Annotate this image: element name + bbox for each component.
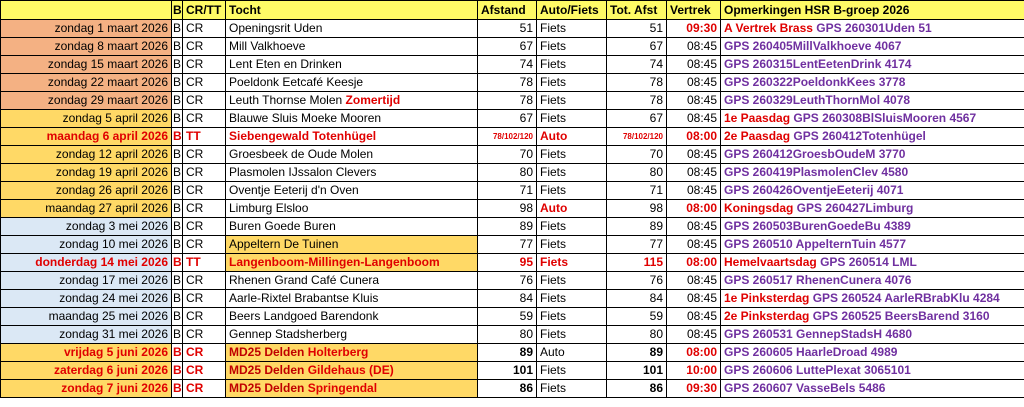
group-cell: B bbox=[172, 38, 183, 56]
afstand-cell: 101 bbox=[478, 362, 537, 380]
type-cell: CR bbox=[183, 110, 226, 128]
date-cell: maandag 27 april 2026 bbox=[1, 200, 172, 218]
type-cell: CR bbox=[183, 272, 226, 290]
table-row bbox=[1, 182, 1024, 200]
date-cell: zondag 10 mei 2026 bbox=[1, 236, 172, 254]
afstand-cell: 89 bbox=[478, 344, 537, 362]
vervoer-cell: Fiets bbox=[537, 236, 607, 254]
total-cell: 67 bbox=[607, 110, 667, 128]
header-opmerkingen: Opmerkingen HSR B-groep 2026 bbox=[721, 1, 1024, 20]
table-row bbox=[1, 164, 1024, 182]
holiday-note: Koningsdag bbox=[724, 201, 794, 215]
group-cell: B bbox=[172, 218, 183, 236]
tocht-name: Lent Eten en Drinken bbox=[229, 57, 342, 71]
opmerking-cell bbox=[721, 380, 1024, 398]
gps-code: GPS 260315LentEetenDrink 4174 bbox=[724, 57, 912, 71]
tocht-cell bbox=[226, 362, 478, 380]
vertrek-cell: 08:45 bbox=[667, 272, 721, 290]
holiday-note: 2e Pinksterdag bbox=[724, 309, 810, 323]
vervoer-cell: Fiets bbox=[537, 272, 607, 290]
date-cell: maandag 25 mei 2026 bbox=[1, 308, 172, 326]
date-cell: zondag 17 mei 2026 bbox=[1, 272, 172, 290]
date-cell: zondag 31 mei 2026 bbox=[1, 326, 172, 344]
vervoer-cell: Fiets bbox=[537, 254, 607, 272]
total-cell: 74 bbox=[607, 56, 667, 74]
table-row bbox=[1, 272, 1024, 290]
gps-code: GPS 260514 LML bbox=[820, 255, 917, 269]
vertrek-cell: 08:45 bbox=[667, 74, 721, 92]
table-row bbox=[1, 74, 1024, 92]
total-cell: 78 bbox=[607, 92, 667, 110]
tocht-name: Beers Landgoed Barendonk bbox=[229, 309, 379, 323]
header-date bbox=[1, 1, 172, 20]
vertrek-cell: 08:45 bbox=[667, 236, 721, 254]
vervoer-cell: Fiets bbox=[537, 20, 607, 38]
tocht-name: Limburg Elsloo bbox=[229, 201, 309, 215]
gps-code: GPS 260412GroesbOudeM 3770 bbox=[724, 147, 906, 161]
date-cell: zaterdag 6 juni 2026 bbox=[1, 362, 172, 380]
opmerking-cell bbox=[721, 164, 1024, 182]
tocht-name: Rhenen Grand Café Cunera bbox=[229, 273, 380, 287]
group-cell: B bbox=[172, 236, 183, 254]
vertrek-cell: 08:00 bbox=[667, 128, 721, 146]
table-row bbox=[1, 344, 1024, 362]
header-total: Tot. Afst bbox=[607, 1, 667, 20]
vervoer-cell: Fiets bbox=[537, 74, 607, 92]
tocht-cell bbox=[226, 236, 478, 254]
afstand-cell: 78 bbox=[478, 74, 537, 92]
tocht-name: Oventje Eeterij d'n Oven bbox=[229, 183, 359, 197]
date-cell: vrijdag 5 juni 2026 bbox=[1, 344, 172, 362]
opmerking-cell bbox=[721, 56, 1024, 74]
type-cell: CR bbox=[183, 344, 226, 362]
date-cell: donderdag 14 mei 2026 bbox=[1, 254, 172, 272]
table-row bbox=[1, 290, 1024, 308]
type-cell: CR bbox=[183, 308, 226, 326]
tocht-name: Langenboom-Millingen-Langenboom bbox=[229, 255, 440, 269]
afstand-cell: 89 bbox=[478, 218, 537, 236]
gps-code: GPS 260525 BeersBarend 3160 bbox=[812, 309, 990, 323]
date-cell: zondag 3 mei 2026 bbox=[1, 218, 172, 236]
vertrek-cell: 08:45 bbox=[667, 308, 721, 326]
tocht-name: Openingsrit Uden bbox=[229, 21, 323, 35]
vertrek-cell: 08:00 bbox=[667, 200, 721, 218]
table-row bbox=[1, 128, 1024, 146]
opmerking-cell bbox=[721, 344, 1024, 362]
tocht-extra: Holterberg bbox=[307, 345, 369, 359]
tocht-extra: Zomertijd bbox=[345, 93, 401, 107]
afstand-cell: 76 bbox=[478, 272, 537, 290]
tocht-name: Groesbeek de Oude Molen bbox=[229, 147, 374, 161]
vervoer-cell: Auto bbox=[537, 128, 607, 146]
vervoer-cell: Fiets bbox=[537, 56, 607, 74]
vervoer-cell: Fiets bbox=[537, 218, 607, 236]
tocht-cell bbox=[226, 56, 478, 74]
table-row bbox=[1, 92, 1024, 110]
tocht-cell bbox=[226, 110, 478, 128]
vervoer-cell: Fiets bbox=[537, 92, 607, 110]
tocht-cell bbox=[226, 308, 478, 326]
tocht-name: MD25 Delden bbox=[229, 363, 305, 377]
group-cell: B bbox=[172, 326, 183, 344]
total-cell: 80 bbox=[607, 326, 667, 344]
afstand-cell: 67 bbox=[478, 38, 537, 56]
afstand-cell: 78/102/120 bbox=[478, 128, 537, 146]
group-cell: B bbox=[172, 56, 183, 74]
vervoer-cell: Fiets bbox=[537, 110, 607, 128]
opmerking-cell bbox=[721, 38, 1024, 56]
gps-code: GPS 260412Totenhügel bbox=[793, 129, 926, 143]
tocht-cell bbox=[226, 218, 478, 236]
header-group: B bbox=[172, 1, 183, 20]
vertrek-cell: 08:45 bbox=[667, 56, 721, 74]
gps-code: GPS 260517 RhenenCunera 4076 bbox=[724, 273, 912, 287]
holiday-note: Hemelvaartsdag bbox=[724, 255, 817, 269]
total-cell: 76 bbox=[607, 272, 667, 290]
gps-code: GPS 260308BlSluisMooren 4567 bbox=[793, 111, 977, 125]
gps-code: GPS 260524 AarleRBrabKlu 4284 bbox=[812, 291, 1000, 305]
type-cell: CR bbox=[183, 164, 226, 182]
tocht-name: Mill Valkhoeve bbox=[229, 39, 306, 53]
opmerking-cell bbox=[721, 362, 1024, 380]
date-cell: zondag 24 mei 2026 bbox=[1, 290, 172, 308]
vervoer-cell: Fiets bbox=[537, 164, 607, 182]
header-tocht: Tocht bbox=[226, 1, 478, 20]
gps-code: GPS 260503BurenGoedeBu 4389 bbox=[724, 219, 911, 233]
vertrek-cell: 08:45 bbox=[667, 326, 721, 344]
table-row bbox=[1, 38, 1024, 56]
table-row bbox=[1, 236, 1024, 254]
vertrek-cell: 10:00 bbox=[667, 362, 721, 380]
group-cell: B bbox=[172, 110, 183, 128]
date-cell: zondag 12 april 2026 bbox=[1, 146, 172, 164]
total-cell: 59 bbox=[607, 308, 667, 326]
vervoer-cell: Fiets bbox=[537, 38, 607, 56]
opmerking-cell bbox=[721, 146, 1024, 164]
tocht-name: Siebengewald Totenhügel bbox=[229, 129, 377, 143]
vervoer-cell: Fiets bbox=[537, 146, 607, 164]
group-cell: B bbox=[172, 344, 183, 362]
total-cell: 78 bbox=[607, 74, 667, 92]
table-row bbox=[1, 254, 1024, 272]
total-cell: 89 bbox=[607, 344, 667, 362]
date-cell: zondag 8 maart 2026 bbox=[1, 38, 172, 56]
total-cell: 67 bbox=[607, 38, 667, 56]
gps-code: GPS 260301Uden 51 bbox=[816, 21, 932, 35]
tocht-cell bbox=[226, 254, 478, 272]
opmerking-cell bbox=[721, 20, 1024, 38]
date-cell: zondag 5 april 2026 bbox=[1, 110, 172, 128]
tocht-name: Buren Goede Buren bbox=[229, 219, 336, 233]
type-cell: CR bbox=[183, 326, 226, 344]
opmerking-cell bbox=[721, 218, 1024, 236]
header-afstand: Afstand bbox=[478, 1, 537, 20]
group-cell: B bbox=[172, 380, 183, 398]
tocht-name: Appeltern De Tuinen bbox=[229, 237, 339, 251]
opmerking-cell bbox=[721, 200, 1024, 218]
vertrek-cell: 08:45 bbox=[667, 164, 721, 182]
tocht-name: Blauwe Sluis Moeke Mooren bbox=[229, 111, 382, 125]
date-cell: zondag 22 maart 2026 bbox=[1, 74, 172, 92]
vertrek-cell: 08:45 bbox=[667, 92, 721, 110]
tocht-cell bbox=[226, 146, 478, 164]
type-cell: TT bbox=[183, 128, 226, 146]
table-row bbox=[1, 200, 1024, 218]
opmerking-cell bbox=[721, 290, 1024, 308]
vervoer-cell: Fiets bbox=[537, 182, 607, 200]
gps-code: GPS 260606 LuttePlexat 3065101 bbox=[724, 363, 911, 377]
afstand-cell: 86 bbox=[478, 380, 537, 398]
tocht-cell bbox=[226, 290, 478, 308]
table-row bbox=[1, 20, 1024, 38]
vervoer-cell: Auto bbox=[537, 344, 607, 362]
group-cell: B bbox=[172, 146, 183, 164]
afstand-cell: 51 bbox=[478, 20, 537, 38]
vertrek-cell: 08:45 bbox=[667, 182, 721, 200]
gps-code: GPS 260426OventjeEeterij 4071 bbox=[724, 183, 904, 197]
tocht-cell bbox=[226, 38, 478, 56]
total-cell: 77 bbox=[607, 236, 667, 254]
tocht-extra: Gildehaus (DE) bbox=[307, 363, 394, 377]
gps-code: GPS 260510 AppelternTuin 4577 bbox=[724, 237, 907, 251]
tocht-cell bbox=[226, 92, 478, 110]
tocht-cell bbox=[226, 164, 478, 182]
total-cell: 78/102/120 bbox=[607, 128, 667, 146]
tocht-cell bbox=[226, 200, 478, 218]
group-cell: B bbox=[172, 308, 183, 326]
afstand-cell: 98 bbox=[478, 200, 537, 218]
afstand-cell: 59 bbox=[478, 308, 537, 326]
gps-code: GPS 260427Limburg bbox=[796, 201, 914, 215]
afstand-cell: 80 bbox=[478, 326, 537, 344]
afstand-cell: 67 bbox=[478, 110, 537, 128]
vervoer-cell: Fiets bbox=[537, 326, 607, 344]
group-cell: B bbox=[172, 128, 183, 146]
afstand-cell: 95 bbox=[478, 254, 537, 272]
table-row bbox=[1, 146, 1024, 164]
vertrek-cell: 08:45 bbox=[667, 110, 721, 128]
table-row bbox=[1, 308, 1024, 326]
gps-code: GPS 260419PlasmolenClev 4580 bbox=[724, 165, 909, 179]
total-cell: 101 bbox=[607, 362, 667, 380]
vertrek-cell: 08:00 bbox=[667, 254, 721, 272]
tocht-name: Plasmolen IJssalon Clevers bbox=[229, 165, 377, 179]
date-cell: zondag 26 april 2026 bbox=[1, 182, 172, 200]
type-cell: CR bbox=[183, 182, 226, 200]
afstand-cell: 71 bbox=[478, 182, 537, 200]
tocht-extra: Springendal bbox=[307, 381, 378, 395]
vertrek-cell: 09:30 bbox=[667, 380, 721, 398]
afstand-cell: 74 bbox=[478, 56, 537, 74]
tocht-cell bbox=[226, 326, 478, 344]
opmerking-cell bbox=[721, 128, 1024, 146]
header-row bbox=[1, 1, 1024, 20]
table-row bbox=[1, 218, 1024, 236]
afstand-cell: 77 bbox=[478, 236, 537, 254]
type-cell: CR bbox=[183, 380, 226, 398]
type-cell: CR bbox=[183, 92, 226, 110]
type-cell: CR bbox=[183, 362, 226, 380]
opmerking-cell bbox=[721, 236, 1024, 254]
date-cell: zondag 29 maart 2026 bbox=[1, 92, 172, 110]
date-cell: zondag 19 april 2026 bbox=[1, 164, 172, 182]
tocht-name: Gennep Stadsherberg bbox=[229, 327, 348, 341]
total-cell: 84 bbox=[607, 290, 667, 308]
type-cell: CR bbox=[183, 20, 226, 38]
vervoer-cell: Fiets bbox=[537, 362, 607, 380]
date-cell: maandag 6 april 2026 bbox=[1, 128, 172, 146]
tocht-name: MD25 Delden bbox=[229, 345, 305, 359]
gps-code: GPS 260405MillValkhoeve 4067 bbox=[724, 39, 902, 53]
group-cell: B bbox=[172, 200, 183, 218]
group-cell: B bbox=[172, 182, 183, 200]
table-row bbox=[1, 362, 1024, 380]
tocht-name: MD25 Delden bbox=[229, 381, 305, 395]
opmerking-cell bbox=[721, 254, 1024, 272]
header-vervoer: Auto/Fiets bbox=[537, 1, 607, 20]
tocht-cell bbox=[226, 272, 478, 290]
gps-code: GPS 260605 HaarleDroad 4989 bbox=[724, 345, 898, 359]
tocht-name: Leuth Thornse Molen bbox=[229, 93, 343, 107]
opmerking-cell bbox=[721, 182, 1024, 200]
tocht-cell bbox=[226, 128, 478, 146]
gps-code: GPS 260329LeuthThornMol 4078 bbox=[724, 93, 911, 107]
type-cell: CR bbox=[183, 218, 226, 236]
vertrek-cell: 08:45 bbox=[667, 290, 721, 308]
type-cell: CR bbox=[183, 236, 226, 254]
table-row bbox=[1, 56, 1024, 74]
vervoer-cell: Fiets bbox=[537, 290, 607, 308]
tocht-cell bbox=[226, 344, 478, 362]
total-cell: 98 bbox=[607, 200, 667, 218]
vertrek-cell: 09:30 bbox=[667, 20, 721, 38]
afstand-cell: 84 bbox=[478, 290, 537, 308]
afstand-cell: 80 bbox=[478, 164, 537, 182]
date-cell: zondag 7 juni 2026 bbox=[1, 380, 172, 398]
vertrek-cell: 08:00 bbox=[667, 344, 721, 362]
vervoer-cell: Fiets bbox=[537, 308, 607, 326]
opmerking-cell bbox=[721, 92, 1024, 110]
type-cell: CR bbox=[183, 74, 226, 92]
total-cell: 86 bbox=[607, 380, 667, 398]
type-cell: CR bbox=[183, 200, 226, 218]
total-cell: 70 bbox=[607, 146, 667, 164]
vervoer-cell: Fiets bbox=[537, 380, 607, 398]
holiday-note: A Vertrek Brass bbox=[724, 21, 813, 35]
gps-code: GPS 260607 VasseBels 5486 bbox=[724, 381, 886, 395]
opmerking-cell bbox=[721, 272, 1024, 290]
vertrek-cell: 08:45 bbox=[667, 38, 721, 56]
header-crtt: CR/TT bbox=[183, 1, 226, 20]
vervoer-cell: Auto bbox=[537, 200, 607, 218]
holiday-note: 1e Pinksterdag bbox=[724, 291, 810, 305]
tocht-cell bbox=[226, 182, 478, 200]
tocht-cell bbox=[226, 380, 478, 398]
group-cell: B bbox=[172, 92, 183, 110]
group-cell: B bbox=[172, 74, 183, 92]
date-cell: zondag 1 maart 2026 bbox=[1, 20, 172, 38]
opmerking-cell bbox=[721, 74, 1024, 92]
type-cell: CR bbox=[183, 56, 226, 74]
header-vertrek: Vertrek bbox=[667, 1, 721, 20]
total-cell: 80 bbox=[607, 164, 667, 182]
total-cell: 115 bbox=[607, 254, 667, 272]
vertrek-cell: 08:45 bbox=[667, 146, 721, 164]
type-cell: CR bbox=[183, 290, 226, 308]
table-row bbox=[1, 110, 1024, 128]
opmerking-cell bbox=[721, 326, 1024, 344]
date-cell: zondag 15 maart 2026 bbox=[1, 56, 172, 74]
group-cell: B bbox=[172, 362, 183, 380]
tocht-cell bbox=[226, 74, 478, 92]
table-row bbox=[1, 326, 1024, 344]
holiday-note: 1e Paasdag bbox=[724, 111, 791, 125]
gps-code: GPS 260322PoeldonkKees 3778 bbox=[724, 75, 906, 89]
type-cell: CR bbox=[183, 38, 226, 56]
holiday-note: 2e Paasdag bbox=[724, 129, 791, 143]
vertrek-cell: 08:45 bbox=[667, 218, 721, 236]
table-row bbox=[1, 380, 1024, 398]
type-cell: CR bbox=[183, 146, 226, 164]
afstand-cell: 70 bbox=[478, 146, 537, 164]
group-cell: B bbox=[172, 254, 183, 272]
group-cell: B bbox=[172, 20, 183, 38]
total-cell: 89 bbox=[607, 218, 667, 236]
total-cell: 51 bbox=[607, 20, 667, 38]
opmerking-cell bbox=[721, 308, 1024, 326]
gps-code: GPS 260531 GennepStadsH 4680 bbox=[724, 327, 913, 341]
type-cell: TT bbox=[183, 254, 226, 272]
tocht-name: Poeldonk Eetcafé Keesje bbox=[229, 75, 364, 89]
total-cell: 71 bbox=[607, 182, 667, 200]
tocht-cell bbox=[226, 20, 478, 38]
opmerking-cell bbox=[721, 110, 1024, 128]
afstand-cell: 78 bbox=[478, 92, 537, 110]
group-cell: B bbox=[172, 272, 183, 290]
group-cell: B bbox=[172, 164, 183, 182]
tocht-name: Aarle-Rixtel Brabantse Kluis bbox=[229, 291, 379, 305]
group-cell: B bbox=[172, 290, 183, 308]
